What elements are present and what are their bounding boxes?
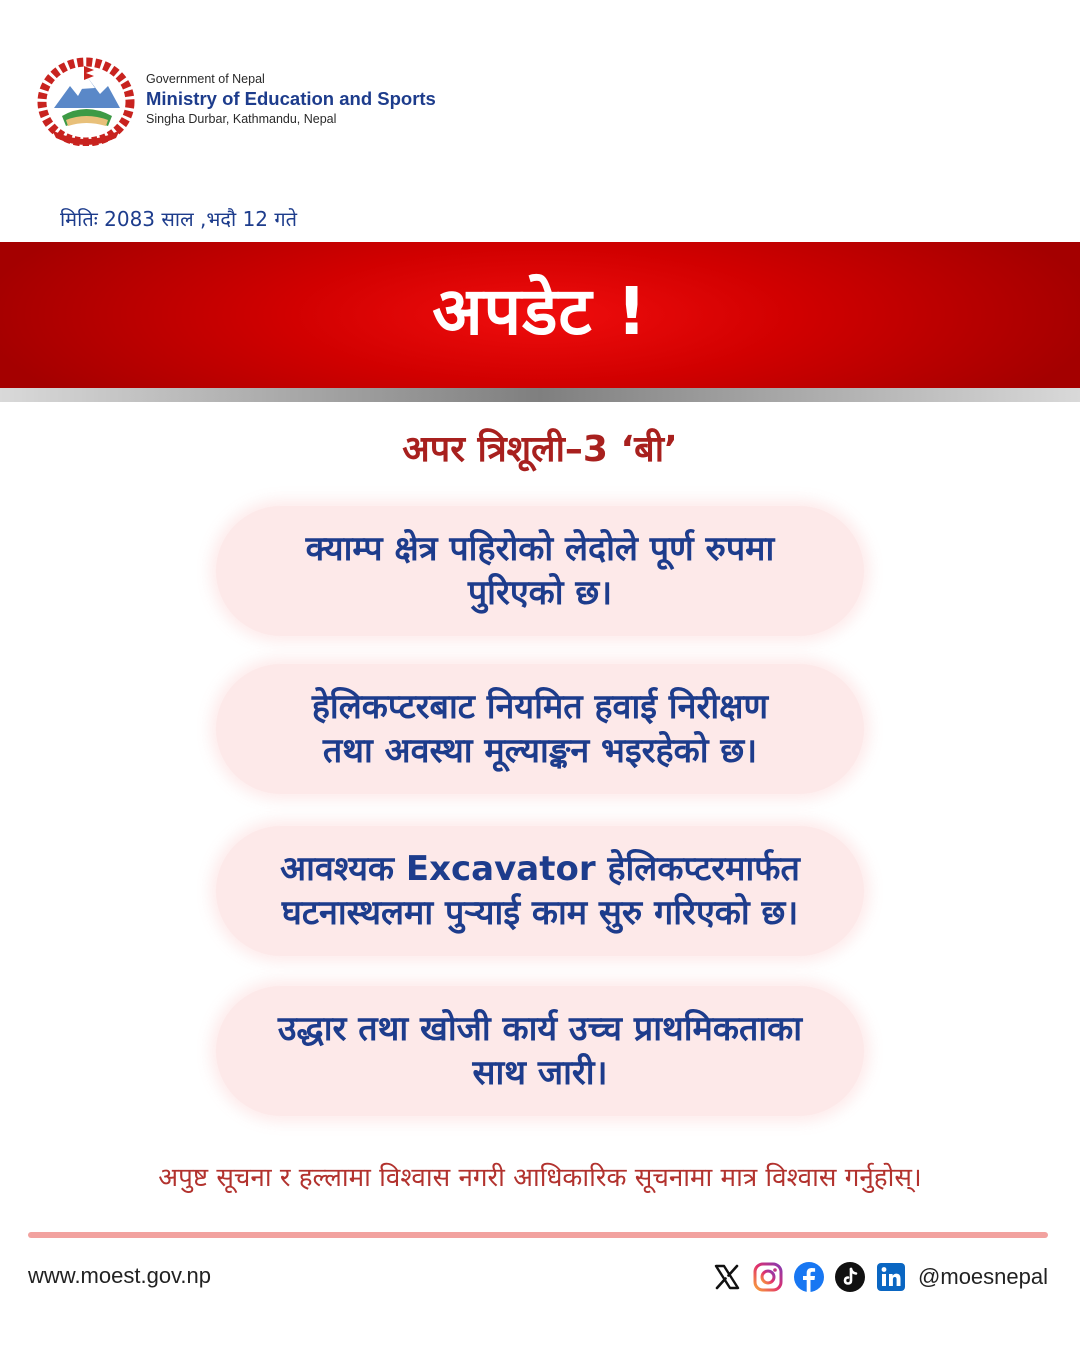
banner-title: अपडेट ! [432, 273, 648, 350]
project-title: अपर त्रिशूली–3 ‘बी’ [402, 429, 678, 470]
footer-divider [28, 1232, 1048, 1238]
banner-shadow-strip [0, 388, 1080, 402]
linkedin-icon[interactable] [875, 1261, 907, 1293]
point-line: पुरिएको छ। [467, 573, 613, 613]
social-links [711, 1261, 1048, 1293]
facebook-icon[interactable] [793, 1261, 825, 1293]
point-line: हेलिकप्टरबाट नियमित हवाई निरीक्षण [311, 686, 769, 727]
update-point-2 [216, 664, 864, 794]
social-handle[interactable]: @moesnepal [918, 1264, 1048, 1289]
update-point-text [258, 1007, 822, 1095]
update-point-4 [216, 986, 864, 1116]
date-line: मितिः 2083 साल ,भदौ 12 गते [60, 207, 298, 231]
update-banner [0, 242, 1080, 388]
update-point-text [292, 685, 788, 773]
ministry-address: Singha Durbar, Kathmandu, Nepal [146, 112, 337, 126]
header [36, 56, 436, 146]
nepal-emblem-logo [36, 56, 136, 146]
advisory-notice: अपुष्ट सूचना र हल्लामा विश्वास नगरी आधिकारिक सूचनामा मात्र विश्वास गर्नुहोस्। [158, 1163, 922, 1193]
point-line: तथा अवस्था मूल्याङ्कन भइरहेको छ। [322, 731, 758, 771]
ministry-name: Ministry of Education and Sports [146, 88, 436, 109]
point-line: क्याम्प क्षेत्र पहिरोको लेदोले पूर्ण रुपमा [305, 528, 775, 569]
update-point-1 [216, 506, 864, 636]
x-icon[interactable] [711, 1261, 743, 1293]
update-point-text [260, 847, 820, 935]
instagram-icon[interactable] [752, 1261, 784, 1293]
organization-block [146, 72, 436, 126]
government-label: Government of Nepal [146, 72, 265, 86]
point-line: आवश्यक Excavator हेलिकप्टरमार्फत [280, 848, 800, 889]
tiktok-icon[interactable] [834, 1261, 866, 1293]
point-line: घटनास्थलमा पुर्‍याई काम सुरु गरिएको छ। [281, 893, 799, 933]
update-point-text [286, 527, 795, 615]
website-link[interactable]: www.moest.gov.np [28, 1263, 212, 1288]
point-line: उद्धार तथा खोजी कार्य उच्च प्राथमिकताका [277, 1008, 803, 1049]
point-line: साथ जारी। [472, 1053, 608, 1093]
update-point-3 [216, 826, 864, 956]
